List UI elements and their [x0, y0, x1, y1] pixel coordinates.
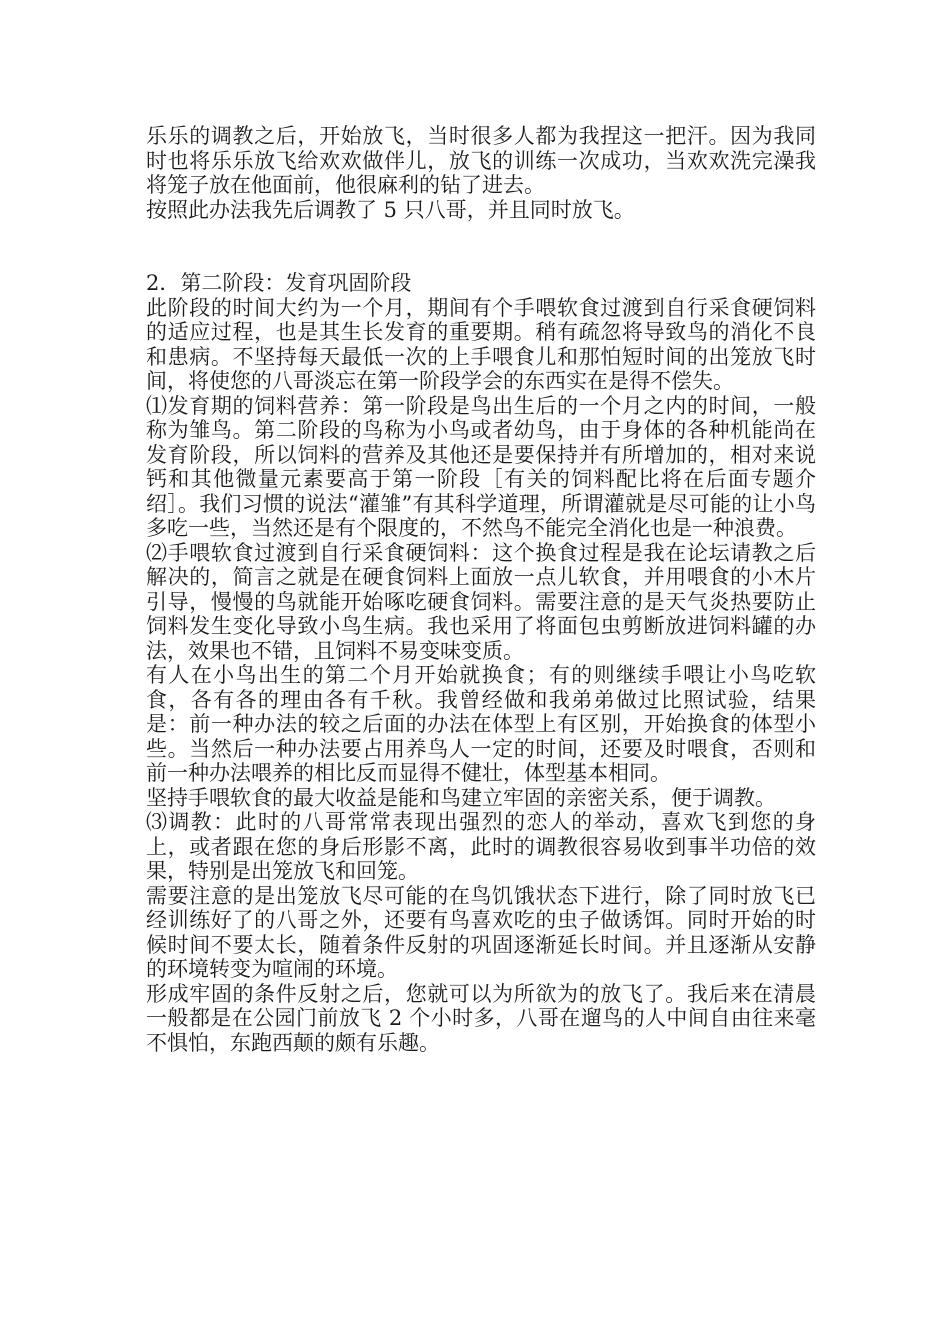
paragraph-feed-nutrition: ⑴发育期的饲料营养：第一阶段是鸟出生后的一个月之内的时间，一般称为雏鸟。第二阶段的鸟称为小鸟或者幼鸟，由于身体的各种机能尚在发育阶段，所以饲料的营养及其他还是要保持并有所增加的，相对来说钙和其他微量元素要高于第一阶段［有关的饲料配比将在后面专题介绍］。我们习惯的说法“灌雏”有其科学道理，所谓灌就是尽可能的让小鸟多吃一些，当然还是有个限度的，不然鸟不能完全消化也是一种浪费。: [146, 393, 816, 540]
paragraph-stage-overview: 此阶段的时间大约为一个月，期间有个手喂软食过渡到自行采食硬饲料的适应过程，也是其生长发育的重要期。稍有疏忽将导致鸟的消化不良和患病。不坚持每天最低一次的上手喂食儿和那怕短时间的出笼放飞时间，将使您的八哥淡忘在第一阶段学会的东西实在是得不偿失。: [146, 295, 816, 393]
paragraph-comparison-trial: 有人在小鸟出生的第二个月开始就换食；有的则继续手喂让小鸟吃软食，各有各的理由各有千秋。我曾经做和我弟弟做过比照试验，结果是：前一种办法的较之后面的办法在体型上有区别，开始换食的体型小些。当然后一种办法要占用养鸟人一定的时间，还要及时喂食，否则和前一种办法喂养的相比反而显得不健壮，体型基本相同。: [146, 663, 816, 785]
paragraph-five-mynas: 按照此办法我先后调教了 5 只八哥，并且同时放飞。: [146, 197, 635, 222]
paragraph-release-lele: 乐乐的调教之后，开始放飞，当时很多人都为我捏这一把汗。因为我同时也将乐乐放飞给欢欢做伴儿，放飞的训练一次成功，当欢欢洗完澡我将笼子放在他面前，他很麻利的钻了进去。: [146, 124, 816, 197]
paragraph-hand-feeding-benefit: 坚持手喂软食的最大收益是能和鸟建立牢固的亲密关系，便于调教。: [146, 785, 776, 810]
paragraph-food-transition: ⑵手喂软食过渡到自行采食硬饲料：这个换食过程是我在论坛请教之后解决的，简言之就是在硬食饲料上面放一点儿软食，并用喂食的小木片引导，慢慢的鸟就能开始啄吃硬食饲料。需要注意的是天气炎热要防止饲料发生变化导致小鸟生病。我也采用了将面包虫剪断放进饲料罐的办法，效果也不错，且饲料不易变味变质。: [146, 540, 816, 663]
section-heading-stage-two: 2．第二阶段：发育巩固阶段: [146, 271, 412, 295]
document-body: [146, 124, 816, 1055]
paragraph-release-notes: 需要注意的是出笼放飞尽可能的在鸟饥饿状态下进行，除了同时放飞已经训练好了的八哥之外，还要有鸟喜欢吃的虫子做诱饵。同时开始的时候时间不要太长，随着条件反射的巩固逐渐延长时间。并且逐渐从安静的环境转变为喧闹的环境。: [146, 883, 816, 981]
paragraph-free-flight: 形成牢固的条件反射之后，您就可以为所欲为的放飞了。我后来在清晨一般都是在公园门前放飞 2 个小时多，八哥在遛鸟的人中间自由往来毫不惧怕，东跑西颠的颇有乐趣。: [146, 981, 816, 1055]
paragraph-spacer: [146, 222, 816, 271]
paragraph-training: ⑶调教：此时的八哥常常表现出强烈的恋人的举动，喜欢飞到您的身上，或者跟在您的身后形影不离，此时的调教很容易收到事半功倍的效果，特别是出笼放飞和回笼。: [146, 810, 816, 883]
